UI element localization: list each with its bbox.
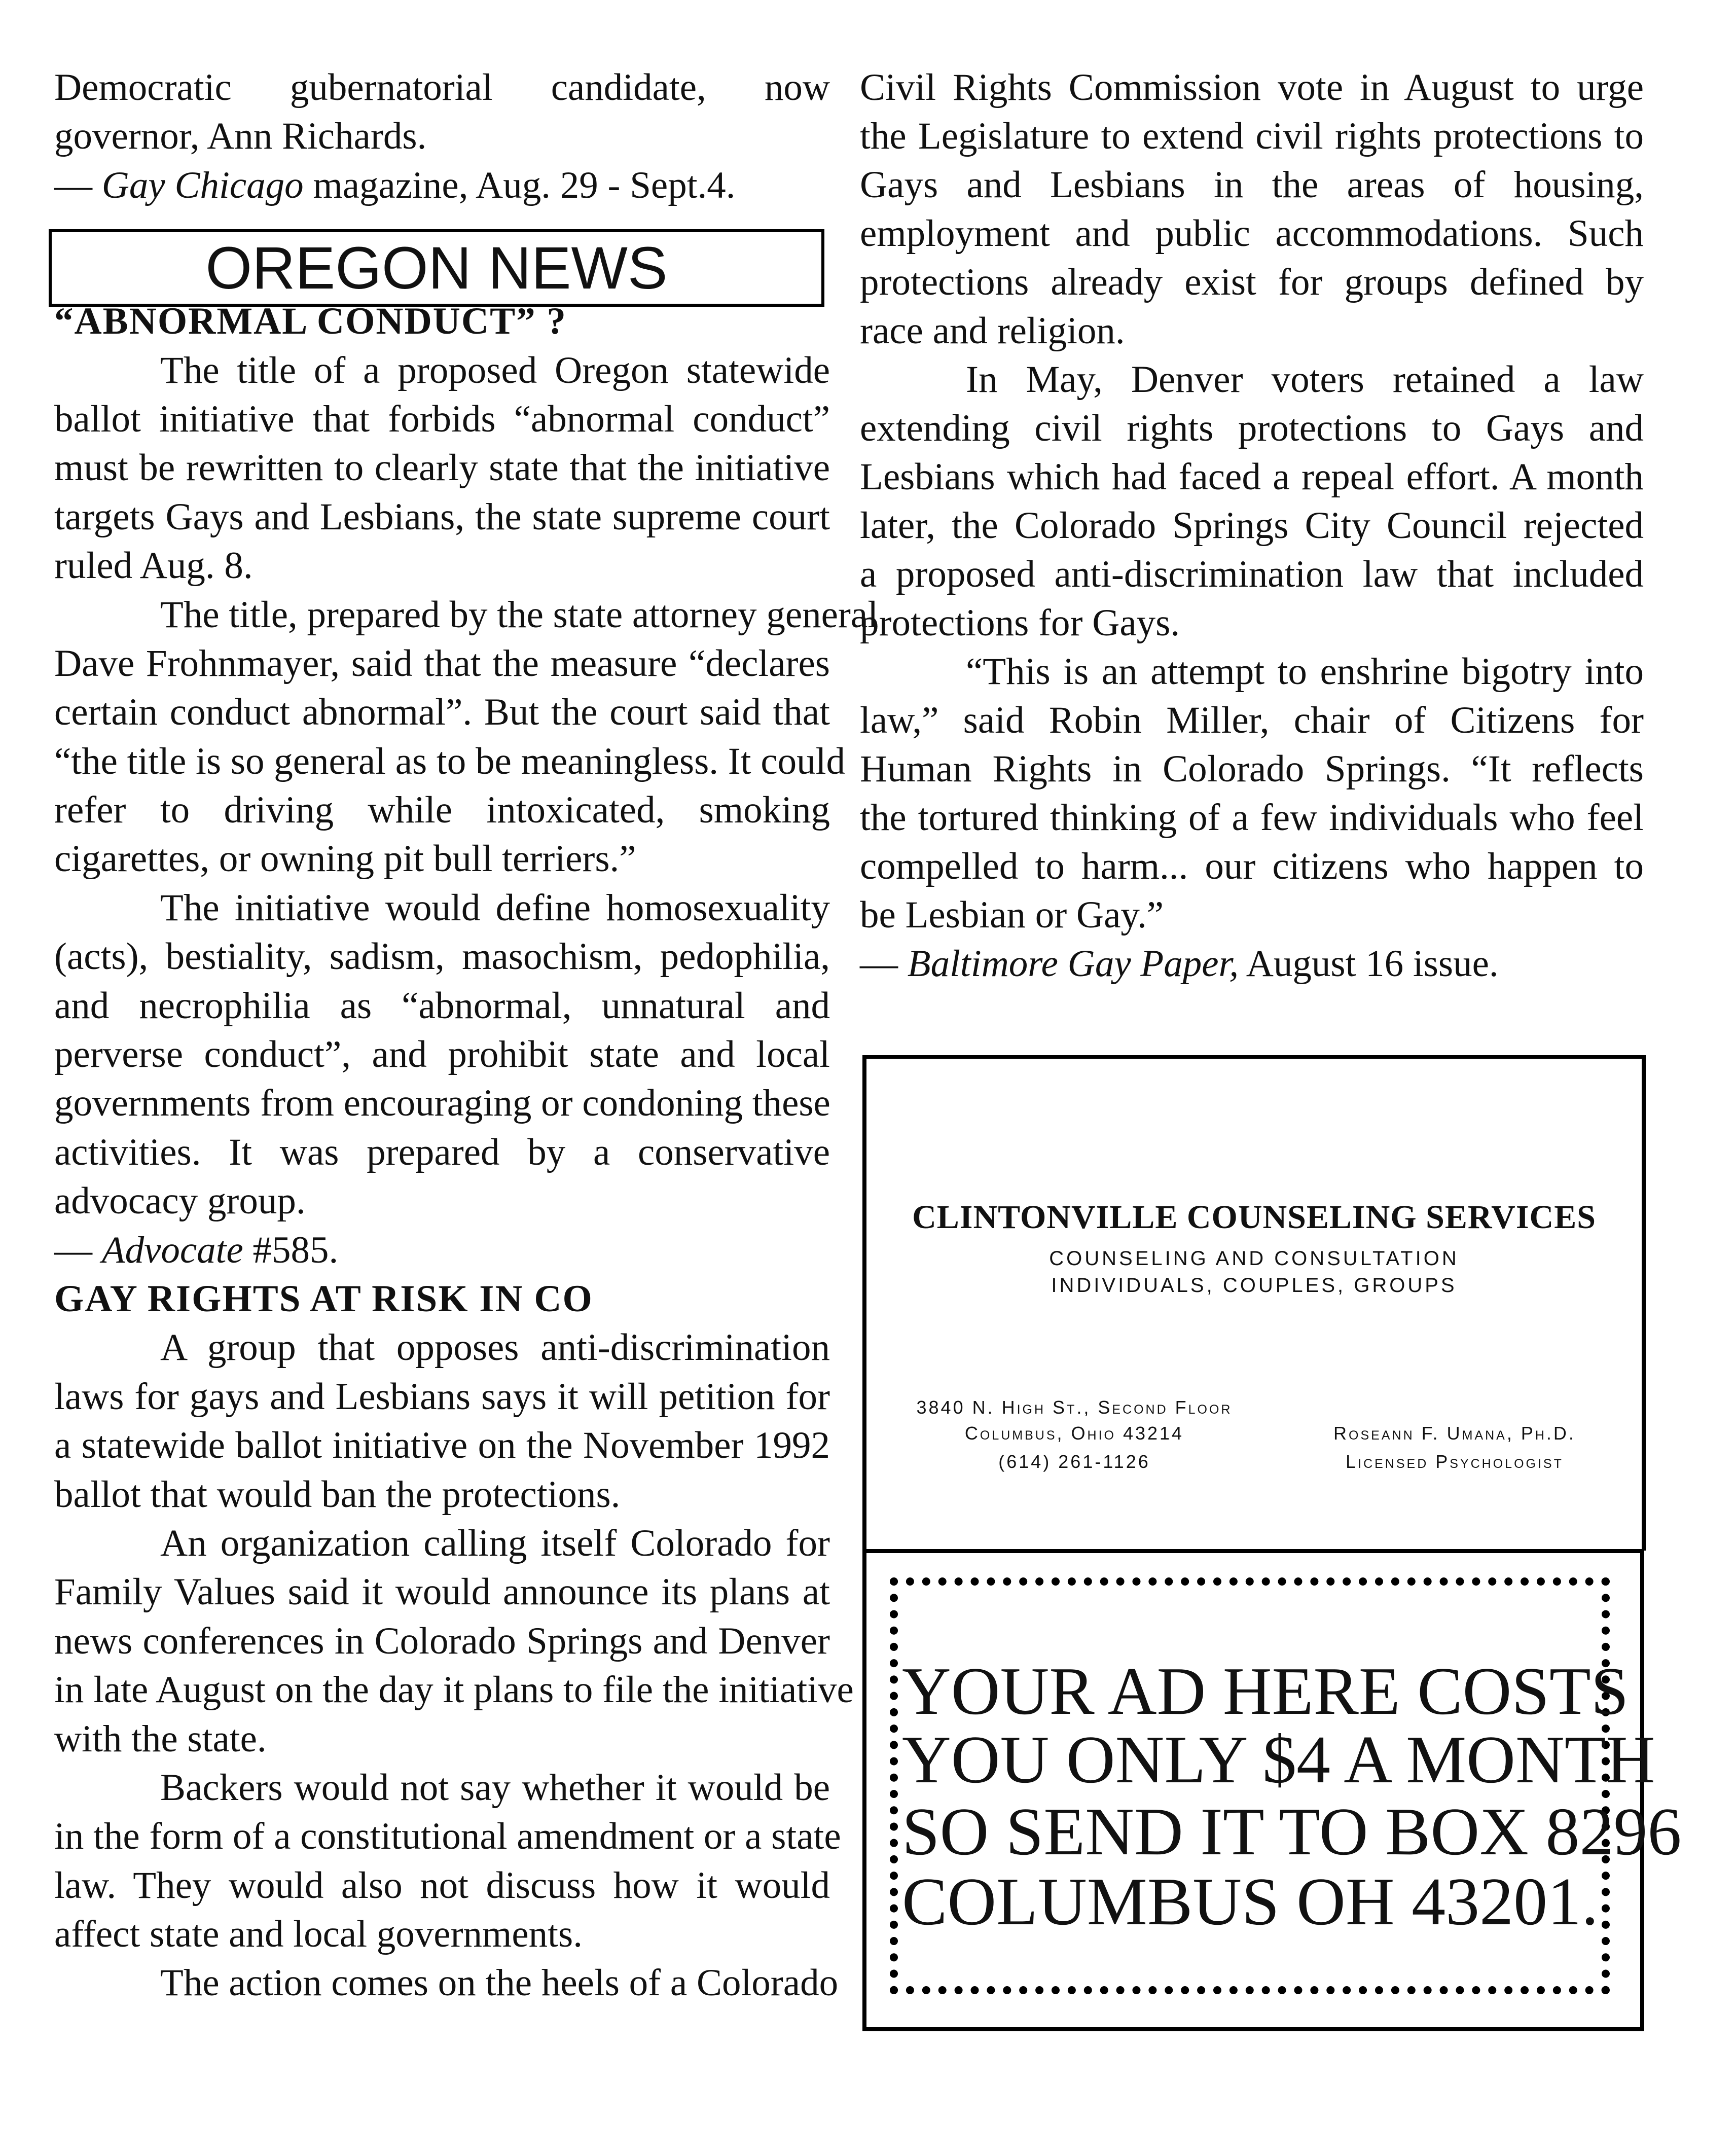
text-line: Gays and Lesbians in the areas of housing, <box>860 164 1644 206</box>
text-line: advocacy group. <box>54 1180 306 1223</box>
ad-phone: (614) 261-1126 <box>998 1451 1150 1472</box>
counseling-ad <box>862 1055 1646 1551</box>
source-citation <box>54 1226 830 1275</box>
text-line: The initiative would define homosexuality <box>160 886 830 929</box>
text-line: law,” said Robin Miller, chair of Citizens for <box>860 699 1644 741</box>
text-line: with the state. <box>54 1717 267 1760</box>
text-line: Family Values said it would announce its plans at <box>54 1571 830 1613</box>
ad-provider-title: Licensed Psychologist <box>1346 1451 1564 1472</box>
source-citation <box>54 161 830 210</box>
ad-address-street: 3840 N. High St., Second Floor <box>916 1397 1233 1418</box>
source-text: — <box>54 164 102 206</box>
source-publication: Advocate <box>101 1229 243 1271</box>
source-text: magazine, Aug. 29 - Sept.4. <box>303 164 736 206</box>
text-line: cigarettes, or owning pit bull terriers.” <box>54 838 636 880</box>
text-line: Dave Frohnmayer, said that the measure “declares <box>54 642 830 685</box>
article-heading: GAY RIGHTS AT RISK IN CO <box>54 1277 593 1320</box>
text-line: race and religion. <box>860 310 1125 352</box>
ad-offer-line: YOUR AD HERE COSTS <box>902 1654 1629 1729</box>
section-title-oregon-news: OREGON NEWS <box>49 229 824 307</box>
source-text: August 16 issue. <box>1239 943 1499 985</box>
ad-tagline: COUNSELING AND CONSULTATION <box>1049 1247 1459 1270</box>
source-publication: Baltimore Gay Paper, <box>907 943 1239 985</box>
text-line: affect state and local governments. <box>54 1913 583 1956</box>
text-line: Democratic gubernatorial candidate, now <box>54 66 830 109</box>
text-line: and necrophilia as “abnormal, unnatural and <box>54 984 830 1027</box>
text-line: governments from encouraging or condoning these <box>54 1082 830 1125</box>
text-line: law. They would also not discuss how it would <box>54 1864 830 1907</box>
text-line: the tortured thinking of a few individuals who feel <box>860 797 1644 839</box>
ad-space-offer <box>862 1549 1682 2031</box>
right-articles <box>860 63 1644 988</box>
text-line: protections for Gays. <box>860 602 1180 644</box>
right-column <box>860 63 1644 988</box>
source-text: #585. <box>243 1229 339 1271</box>
text-line: in the form of a constitutional amendment or a state <box>54 1815 841 1858</box>
ad-offer-line: COLUMBUS OH 43201. <box>902 1864 1599 1939</box>
text-line: (acts), bestiality, sadism, masochism, pedophilia, <box>54 936 830 978</box>
text-line: activities. It was prepared by a conservative <box>54 1131 830 1173</box>
text-line: later, the Colorado Springs City Council rejected <box>860 505 1644 547</box>
text-line: A group that opposes anti-discrimination <box>160 1326 830 1369</box>
text-line: Backers would not say whether it would be <box>160 1766 830 1809</box>
text-line: ruled Aug. 8. <box>54 545 253 587</box>
text-line: compelled to harm... our citizens who happen to <box>860 845 1644 887</box>
text-line: a statewide ballot initiative on the November 1992 <box>54 1424 830 1467</box>
left-articles <box>54 297 879 2008</box>
text-line: be Lesbian or Gay.” <box>860 894 1164 936</box>
text-line: extending civil rights protections to Gays and <box>860 407 1644 449</box>
text-line: targets Gays and Lesbians, the state supreme court <box>54 495 830 538</box>
text-line: employment and public accommodations. Such <box>860 212 1644 255</box>
text-line: Lesbians which had faced a repeal effort. A month <box>860 456 1644 498</box>
ad-offer-line: YOU ONLY $4 A MONTH <box>902 1722 1655 1797</box>
ad-offer-line: SO SEND IT TO BOX 8296 <box>902 1794 1682 1869</box>
text-line: Human Rights in Colorado Springs. “It reflects <box>860 748 1644 790</box>
text-line: ballot that would ban the protections. <box>54 1473 621 1516</box>
ad-provider-name: Roseann F. Umana, Ph.D. <box>1333 1423 1576 1444</box>
source-publication: Gay Chicago <box>101 164 304 206</box>
text-line: perverse conduct”, and prohibit state and local <box>54 1033 830 1076</box>
text-line: governor, Ann Richards. <box>54 115 427 158</box>
left-column <box>54 63 879 2008</box>
text-line: The title, prepared by the state attorney general <box>160 593 879 636</box>
text-line: must be rewritten to clearly state that the initiative <box>54 447 830 489</box>
text-line: laws for gays and Lesbians says it will petition for <box>54 1375 830 1418</box>
text-line: refer to driving while intoxicated, smoking <box>54 789 830 832</box>
source-citation <box>860 940 1644 988</box>
text-line: certain conduct abnormal”. But the court said that <box>54 691 830 734</box>
source-text: — <box>54 1229 102 1271</box>
text-line: The action comes on the heels of a Colorado <box>160 1962 839 2004</box>
text-line: protections already exist for groups defined by <box>860 261 1644 303</box>
text-line: “This is an attempt to enshrine bigotry into <box>966 651 1644 693</box>
text-line: in late August on the day it plans to file the initiative <box>54 1669 854 1711</box>
text-line: In May, Denver voters retained a law <box>966 358 1644 401</box>
ad-clients: INDIVIDUALS, COUPLES, GROUPS <box>1051 1274 1457 1297</box>
text-line: “the title is so general as to be meaningless. It could <box>54 740 845 782</box>
text-line: The title of a proposed Oregon statewide <box>160 349 830 391</box>
text-line: the Legislature to extend civil rights protections to <box>860 115 1644 157</box>
ad-address-city: Columbus, Ohio 43214 <box>964 1423 1184 1444</box>
source-text: — <box>860 943 908 985</box>
text-line: news conferences in Colorado Springs and Denver <box>54 1620 830 1662</box>
ad-business-name: CLINTONVILLE COUNSELING SERVICES <box>912 1199 1596 1236</box>
text-line: ballot initiative that forbids “abnormal conduct” <box>54 398 830 440</box>
text-line: a proposed anti-discrimination law that included <box>860 553 1644 595</box>
article-heading: “ABNORMAL CONDUCT” ? <box>54 300 567 343</box>
text-line: Civil Rights Commission vote in August to urge <box>860 66 1644 109</box>
intro-text <box>54 63 830 210</box>
text-line: An organization calling itself Colorado for <box>160 1522 830 1564</box>
